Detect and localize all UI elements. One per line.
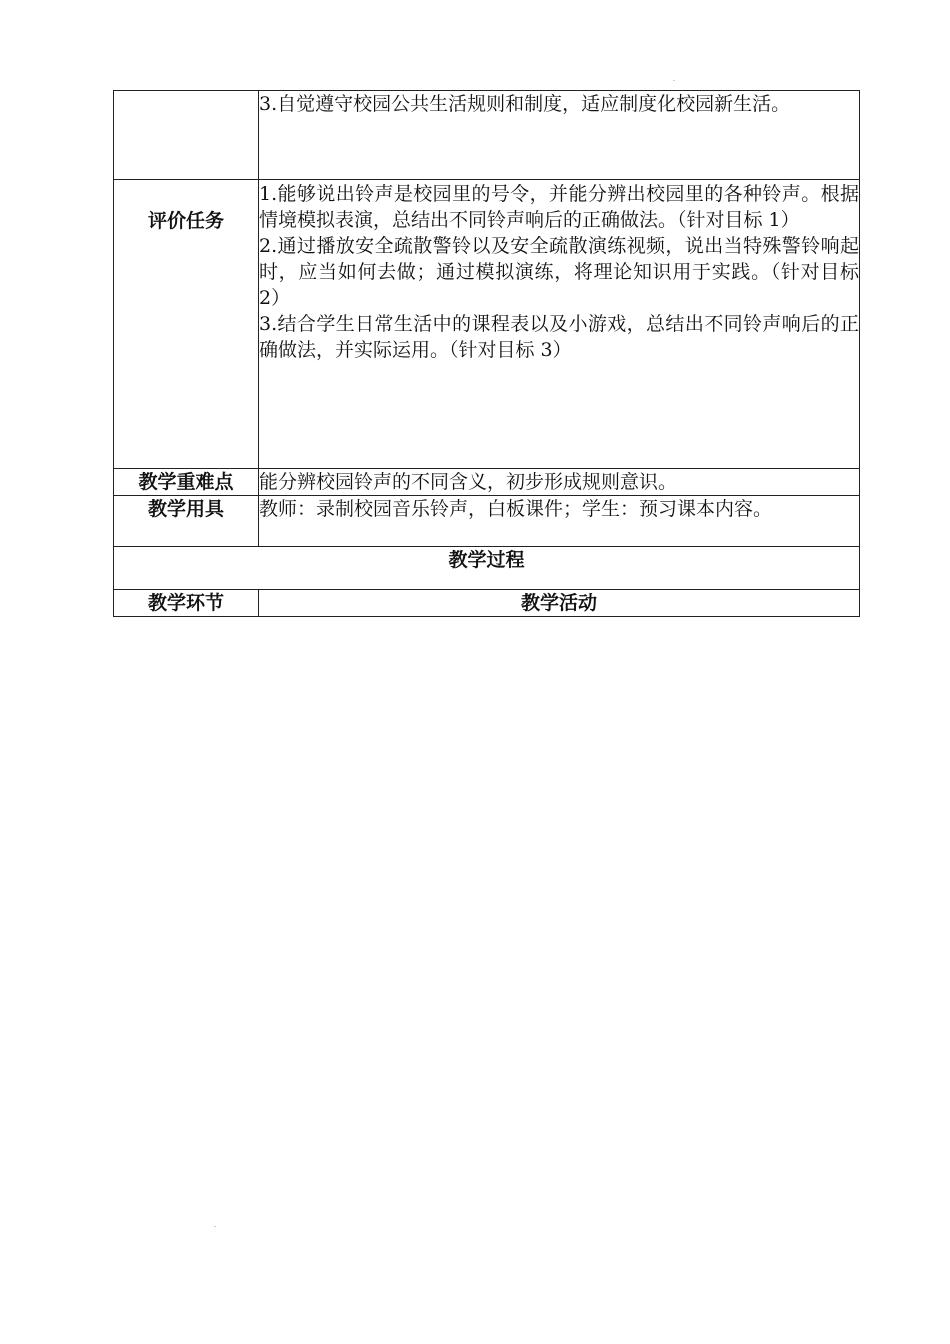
goal-row [114,91,860,180]
activity-header: 教学活动 [259,590,860,617]
key-points-label: 教学重难点 [114,469,259,496]
goal-3-text: 3.自觉遵守校园公共生活规则和制度，适应制度化校园新生活。 [259,93,791,115]
decorative-dot-top [673,80,675,81]
activity-header-row [114,590,860,617]
tools-row [114,496,860,547]
tools-content: 教师：录制校园音乐铃声，白板课件；学生：预习课本内容。 [259,496,860,547]
evaluation-row [114,180,860,469]
process-title-row [114,547,860,590]
goal-content-cell [259,91,860,180]
goal-label-cell [114,91,259,180]
decorative-dot-bottom [214,1226,216,1227]
lesson-plan-table [113,90,860,617]
evaluation-item-1: 1.能够说出铃声是校园里的号令，并能分辨出校园里的各种铃声。根据情境模拟表演，总结出不同铃声响后的正确做法。（针对目标 1） [259,183,859,231]
evaluation-item-2: 2.通过播放安全疏散警铃以及安全疏散演练视频，说出当特殊警铃响起时，应当如何去做；通过模拟演练，将理论知识用于实践。（针对目标 2） [259,235,859,309]
tools-label: 教学用具 [114,496,259,547]
evaluation-content-cell [259,180,860,469]
key-points-content: 能分辨校园铃声的不同含义，初步形成规则意识。 [259,469,860,496]
process-title: 教学过程 [114,547,860,590]
evaluation-label: 评价任务 [114,180,259,469]
stage-header: 教学环节 [114,590,259,617]
evaluation-item-3: 3.结合学生日常生活中的课程表以及小游戏，总结出不同铃声响后的正确做法，并实际运用。（针对目标 3） [259,313,859,361]
key-points-row [114,469,860,496]
